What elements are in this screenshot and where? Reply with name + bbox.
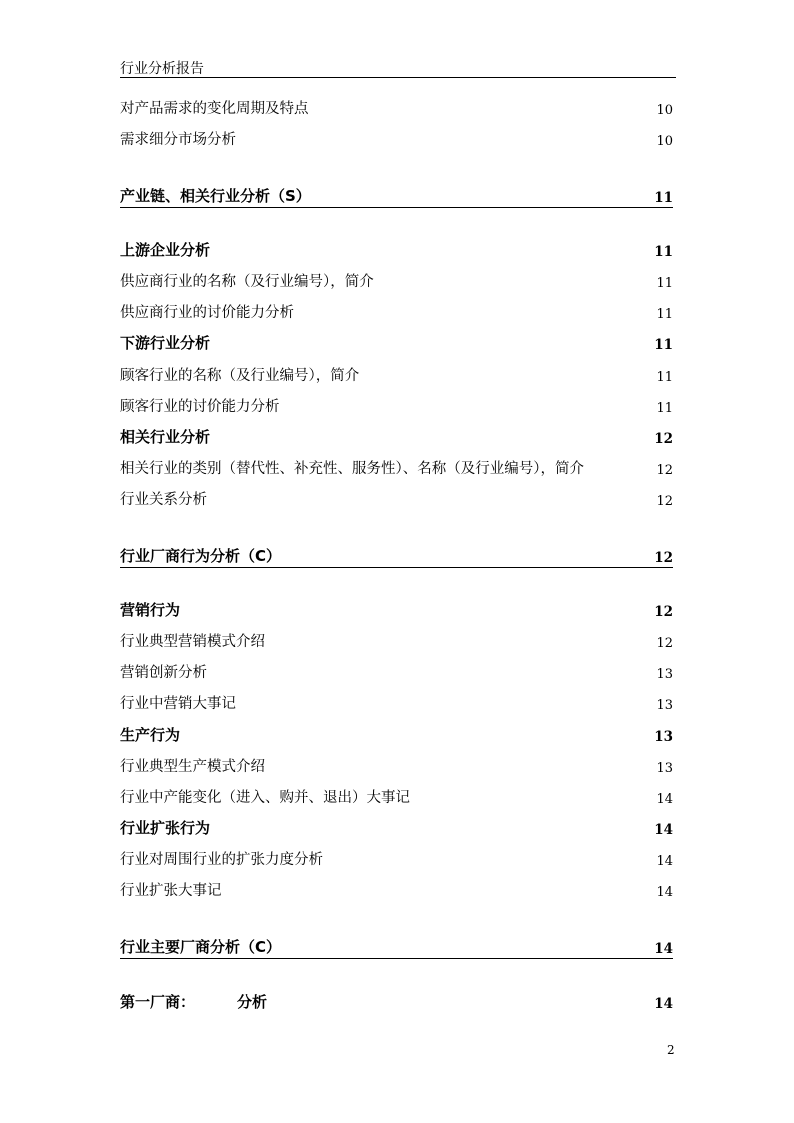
toc-entry-page: 12 <box>656 636 673 651</box>
toc-entry-page: 12 <box>656 494 673 509</box>
toc-entry-title: 顾客行业的名称（及行业编号），简介 <box>120 368 360 384</box>
toc-entry-page: 10 <box>656 134 673 149</box>
toc-chapter-title: 行业主要厂商分析（C） <box>120 938 282 956</box>
toc-entry-page: 14 <box>656 854 673 869</box>
toc-section-page: 11 <box>654 337 673 353</box>
toc-entry-page: 13 <box>656 667 673 682</box>
toc-entry-page: 11 <box>656 370 673 385</box>
toc-section[interactable] <box>120 240 673 262</box>
toc-entry-title: 行业中营销大事记 <box>120 696 236 712</box>
toc-entry-page: 11 <box>656 276 673 291</box>
toc-chapter[interactable] <box>120 185 673 208</box>
toc-entry[interactable] <box>120 489 673 511</box>
toc-entry-title: 供应商行业的讨价能力分析 <box>120 305 294 321</box>
toc-section-title <box>120 991 267 1012</box>
toc-chapter-page: 11 <box>654 190 673 206</box>
toc-section-page: 11 <box>654 244 673 260</box>
toc-section-page: 13 <box>654 729 673 745</box>
toc-chapter-title: 行业厂商行为分析（C） <box>120 547 282 565</box>
toc-section-title-suffix: 分析 <box>237 993 268 1011</box>
toc-entry-title: 行业扩张大事记 <box>120 883 222 899</box>
toc-entry-page: 14 <box>656 885 673 900</box>
toc-section[interactable] <box>120 427 673 449</box>
toc-section-page: 14 <box>654 822 673 838</box>
toc-entry-title: 相关行业的类别（替代性、补充性、服务性）、名称（及行业编号），简介 <box>120 461 584 477</box>
toc-section[interactable] <box>120 333 673 355</box>
header-title: 行业分析报告 <box>120 61 204 77</box>
toc-chapter-page: 12 <box>654 550 673 566</box>
toc-entry-page: 11 <box>656 401 673 416</box>
toc-entry[interactable] <box>120 365 673 387</box>
toc-entry[interactable] <box>120 396 673 418</box>
toc-entry-page: 13 <box>656 698 673 713</box>
toc-entry[interactable] <box>120 129 673 151</box>
toc-entry[interactable] <box>120 787 673 809</box>
page-number: 2 <box>667 1043 675 1057</box>
toc-section-page: 12 <box>654 431 673 447</box>
toc-entry-title: 营销创新分析 <box>120 665 207 681</box>
toc-section[interactable] <box>120 818 673 840</box>
toc-entry[interactable] <box>120 98 673 120</box>
toc-entry-page: 14 <box>656 792 673 807</box>
toc-entry[interactable] <box>120 271 673 293</box>
toc-section[interactable] <box>120 600 673 622</box>
toc-entry[interactable] <box>120 693 673 715</box>
toc-entry-page: 13 <box>656 761 673 776</box>
toc-entry[interactable] <box>120 849 673 871</box>
page-header <box>120 55 676 78</box>
toc-section-title: 下游行业分析 <box>120 334 211 352</box>
toc-entry-title: 行业中产能变化（进入、购并、退出）大事记 <box>120 790 410 806</box>
toc-entry-page: 10 <box>656 103 673 118</box>
toc-entry[interactable] <box>120 880 673 902</box>
toc-entry-title: 行业关系分析 <box>120 492 207 508</box>
toc-entry-title: 行业典型生产模式介绍 <box>120 759 265 775</box>
toc-entry-page: 11 <box>656 307 673 322</box>
toc-section-title: 上游企业分析 <box>120 241 211 259</box>
toc-entry-title: 顾客行业的讨价能力分析 <box>120 399 280 415</box>
toc-chapter-title: 产业链、相关行业分析（S） <box>120 187 311 205</box>
toc-entry-title: 行业典型营销模式介绍 <box>120 634 265 650</box>
toc-section-page: 12 <box>654 604 673 620</box>
toc-section-title-prefix: 第一厂商： <box>120 993 196 1011</box>
toc-chapter[interactable] <box>120 936 673 959</box>
toc-chapter[interactable] <box>120 545 673 568</box>
toc-section-title: 营销行为 <box>120 601 181 619</box>
toc-chapter-page: 14 <box>654 941 673 957</box>
toc-section-title: 行业扩张行为 <box>120 819 211 837</box>
toc-entry[interactable] <box>120 458 673 480</box>
toc-section-title: 生产行为 <box>120 726 181 744</box>
toc-entry-title: 供应商行业的名称（及行业编号），简介 <box>120 274 374 290</box>
toc-entry-title: 行业对周围行业的扩张力度分析 <box>120 852 323 868</box>
toc-section-page: 14 <box>654 996 673 1012</box>
toc-entry-title: 需求细分市场分析 <box>120 132 236 148</box>
toc-entry[interactable] <box>120 302 673 324</box>
toc-entry[interactable] <box>120 756 673 778</box>
toc-section[interactable] <box>120 992 673 1014</box>
toc-entry-title: 对产品需求的变化周期及特点 <box>120 101 309 117</box>
toc-section-title: 相关行业分析 <box>120 428 211 446</box>
toc-entry-page: 12 <box>656 463 673 478</box>
toc-entry[interactable] <box>120 662 673 684</box>
toc-section[interactable] <box>120 725 673 747</box>
toc-entry[interactable] <box>120 631 673 653</box>
